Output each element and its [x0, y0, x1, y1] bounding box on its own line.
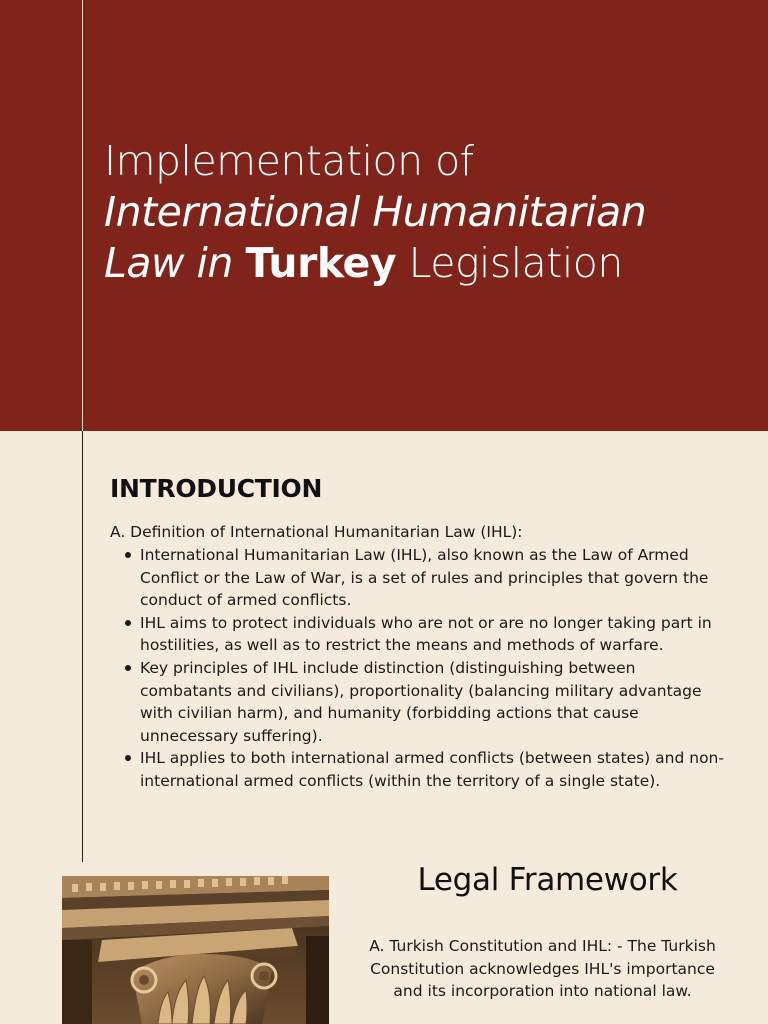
- divider-line: [82, 431, 83, 862]
- legal-framework-heading: Legal Framework: [417, 862, 678, 898]
- list-item-text: Key principles of IHL include distinction (distinguishing between combatants and civilians), proportionality (balancing military advantage with civilian harm), and humanity (forbidding actions that cause unnecessary suffering).: [140, 658, 702, 745]
- title-line-2: International Humanitarian: [104, 188, 647, 236]
- list-item-text: IHL applies to both international armed conflicts (between states) and non-international armed conflicts (within the territory of a single state).: [140, 749, 724, 790]
- page-title: [104, 136, 744, 289]
- title-line-3: [104, 238, 744, 289]
- title-country: Turkey: [245, 239, 397, 287]
- list-item: [140, 657, 730, 747]
- title-line-3-italic: Law in: [104, 239, 233, 287]
- list-item-text: IHL aims to protect individuals who are not or are no longer taking part in hostilities, as well as to restrict the means and methods of warfare.: [140, 613, 712, 655]
- legal-framework-text: A. Turkish Constitution and IHL: - The Turkish Constitution acknowledges IHL's importance and its incorporation into national law.: [369, 937, 716, 1001]
- list-item: [140, 612, 730, 657]
- title-line-1: Implementation of: [104, 137, 474, 185]
- bullet-icon: [125, 665, 131, 671]
- column-capital-illustration: [62, 876, 329, 1024]
- title-line-3-rest: Legislation: [408, 239, 623, 287]
- bullet-icon: [125, 755, 131, 761]
- bullet-icon: [125, 620, 131, 626]
- introduction-bullet-list: [140, 544, 730, 793]
- classical-column-photo: [62, 876, 329, 1024]
- list-item-text: International Humanitarian Law (IHL), also known as the Law of Armed Conflict or the Law of War, is a set of rules and principles that govern the conduct of armed conflicts.: [140, 546, 709, 610]
- list-item: [140, 544, 730, 612]
- introduction-subheading: A. Definition of International Humanitarian Law (IHL):: [110, 523, 523, 541]
- list-item: [140, 747, 730, 792]
- introduction-heading: INTRODUCTION: [110, 474, 323, 503]
- bullet-icon: [125, 552, 131, 558]
